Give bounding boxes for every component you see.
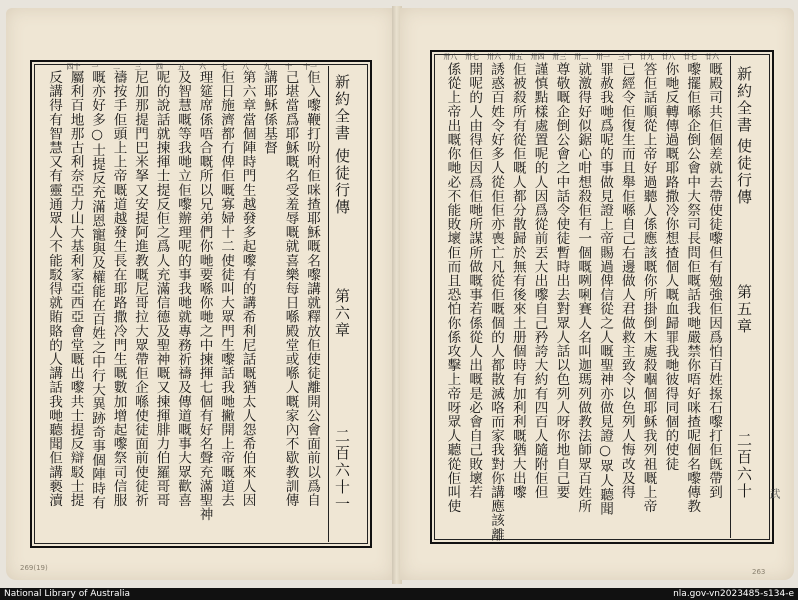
right-text-column: 係從上帝出嘅你哋必不能敗壞佢而且恐怕你係攻擊上帝呀眾人聽從佢叫使 (444, 62, 461, 514)
right-line-number: 卅三 (552, 53, 567, 61)
left-line-number: 四 (156, 63, 163, 71)
left-pencil-mark: 269(19) (20, 564, 48, 572)
right-text-column: 謹慎點樣處置呢的人因爲從前丟大出嚟自己矜誇大約有四百人隨附佢但 (531, 62, 548, 500)
left-line-number: 九 (263, 63, 271, 71)
right-text-column: 嚟擺佢喺企倒公會中大祭司長問佢嘅話我哋嚴禁你唔好咪揸呢個名嚟傳教 (684, 62, 701, 514)
right-margin-mark: 武 (768, 488, 781, 500)
left-line-number: 十 (285, 63, 292, 71)
left-line-number: 四十 (66, 63, 81, 71)
right-line-number: 三十 (617, 53, 632, 61)
left-line-number: 六 (199, 63, 206, 71)
left-line-number: 二 (113, 63, 120, 71)
left-text-column: 講耶穌係基督 (261, 70, 277, 155)
right-line-number: 卅一 (596, 53, 610, 61)
left-text-column: 禱按手佢頭上上帝嘅道越發生長在耶路撒冷門生嘅數加增起嚟祭司信服 (110, 70, 127, 508)
left-text-column: 呢的說話就揀揮士提反佢之爲人充滿信德及聖神嘅又揀揮腓力伯羅哥哥 (153, 70, 170, 508)
right-book-name: 使徒行傳 (735, 138, 753, 206)
footer-identifier: nla.gov-vn2023485-s134-e (673, 589, 794, 599)
right-page-number: 二百六十 (735, 432, 753, 500)
left-text-column: 屬利百地那古利奈亞力山大基利家亞西亞會堂嘅出嚟共士提反辯駁士提 (67, 70, 84, 508)
left-line-number: 一 (91, 63, 99, 71)
right-line-number: 廿八 (661, 53, 676, 61)
right-line-number: 卅四 (530, 53, 545, 61)
right-text-column: 開呢的人由得佢因爲佢哋所謀所做嘅事若係從人出嘅是必會自己敗壞若 (466, 62, 483, 500)
left-header-rule (328, 66, 329, 542)
left-text-column: 佢入嚟鞭打吩咐佢咪揸耶穌嘅名嚟講就釋放佢使徒離開公會面前以爲自 (304, 70, 320, 508)
left-text-column: 第六章當個陣時門生越發多起嚟有的講希利尼話嘅猶太人怨希伯來人因 (239, 70, 256, 508)
right-line-number: 廿六 (705, 53, 719, 61)
left-line-number: 五 (177, 63, 185, 71)
left-text-column: 己堪當爲耶穌嘅名受羞辱嘅就喜樂每日喺殿堂或喺人嘅家內不歇教訓傳 (282, 70, 299, 508)
right-text-column: 嘅殿司共佢個差就去帶使徒嚟但有勉強佢因爲怕百姓揼石嚟打佢旣帶到 (706, 62, 722, 500)
left-book-name: 使徒行傳 (333, 148, 351, 216)
right-text-column: 就激得好似鋸心咁想殺佢有一個嘅咧唎賽人名叫迦瑪列做教法師眾百姓所 (575, 62, 592, 514)
right-text-column: 你哋反轉傳過嘅耶路撒冷你想揸個人嘅血歸罪我哋彼得同個的使徒 (662, 62, 679, 471)
right-book-title: 新約全書 (735, 66, 753, 134)
left-text-column: 尼加那提門巴米拏又安提阿進教嘅尼哥拉大眾帶佢企喺使徒面前使徒祈 (132, 70, 148, 508)
left-chapter: 第六章 (333, 288, 351, 339)
left-text-column: 理筵席係唔合嘅所以兄弟們你哋要喺你哋之中揀揮七個有好名聲充滿聖神 (196, 70, 213, 522)
right-line-number: 卅二 (574, 53, 589, 61)
footer-bar (0, 588, 798, 600)
right-pencil-mark: 263 (752, 568, 766, 576)
left-text-column: 佢日施濟都冇俾佢嘅寡婦十二使徒叫大眾門生嚟話我哋撇開上帝嘅道去 (218, 70, 234, 508)
left-line-number: 八 (242, 63, 249, 71)
left-page (6, 8, 394, 580)
right-line-number: 卅六 (487, 53, 501, 61)
right-text-column: 答佢話順從上帝好過聽人係應該嘅你所掛倒木處殺嗰個耶穌我列祖嘅上帝 (640, 62, 657, 514)
left-text-column: 嘅亦好多○士提反充滿恩寵與及權能在百姓之中行大異跡奇事個陣時有 (89, 70, 105, 510)
right-page (400, 8, 794, 580)
left-line-number: 十一 (303, 63, 317, 71)
right-line-number: 廿九 (639, 53, 654, 61)
right-text-column: 誘惑百姓令好多人從佢佢亦喪亡凡從佢嘅個的人都散滅咯而家我對你講應該離 (488, 62, 504, 542)
right-text-column: 已經令佢復生而且舉佢喺自己右邊做人君做救主致令以色列人悔改及得 (618, 62, 635, 500)
left-page-number: 二百六十一 (333, 428, 351, 513)
right-header-rule (730, 56, 731, 538)
left-book-title: 新約全書 (333, 74, 351, 142)
left-line-number: 七 (220, 63, 228, 71)
right-text-column: 尊敬嘅企倒公會之中話令使徒暫時出去對眾人話以色列人呀你地自己要 (553, 62, 570, 500)
right-chapter: 第五章 (735, 284, 753, 335)
footer-library-name: National Library of Australia (4, 589, 131, 599)
right-text-column: 罪赦我哋爲呢的事做見證上帝賜過俾信從之人嘅聖神亦做見證○眾人聽聞 (597, 62, 613, 516)
right-line-number: 卅七 (465, 53, 480, 61)
right-line-number: 卅八 (443, 53, 458, 61)
left-text-column: 及智慧嘅等我哋立佢嚟辦理呢的事我哋就專務祈禱及傳道嘅事大眾歡喜 (175, 70, 191, 508)
left-line-number: 三 (134, 63, 142, 71)
right-line-number: 卅五 (508, 53, 523, 61)
right-line-number: 廿七 (683, 53, 698, 61)
left-text-column: 反講得有智慧又有靈通眾人不能駁得就賄賂的人講話我哋聽聞佢講褻瀆 (46, 70, 62, 508)
right-text-column: 佢被殺所有從佢嘅人都分散歸於無有後來土册個時有加利利嘅猶大出嚟 (509, 62, 526, 500)
